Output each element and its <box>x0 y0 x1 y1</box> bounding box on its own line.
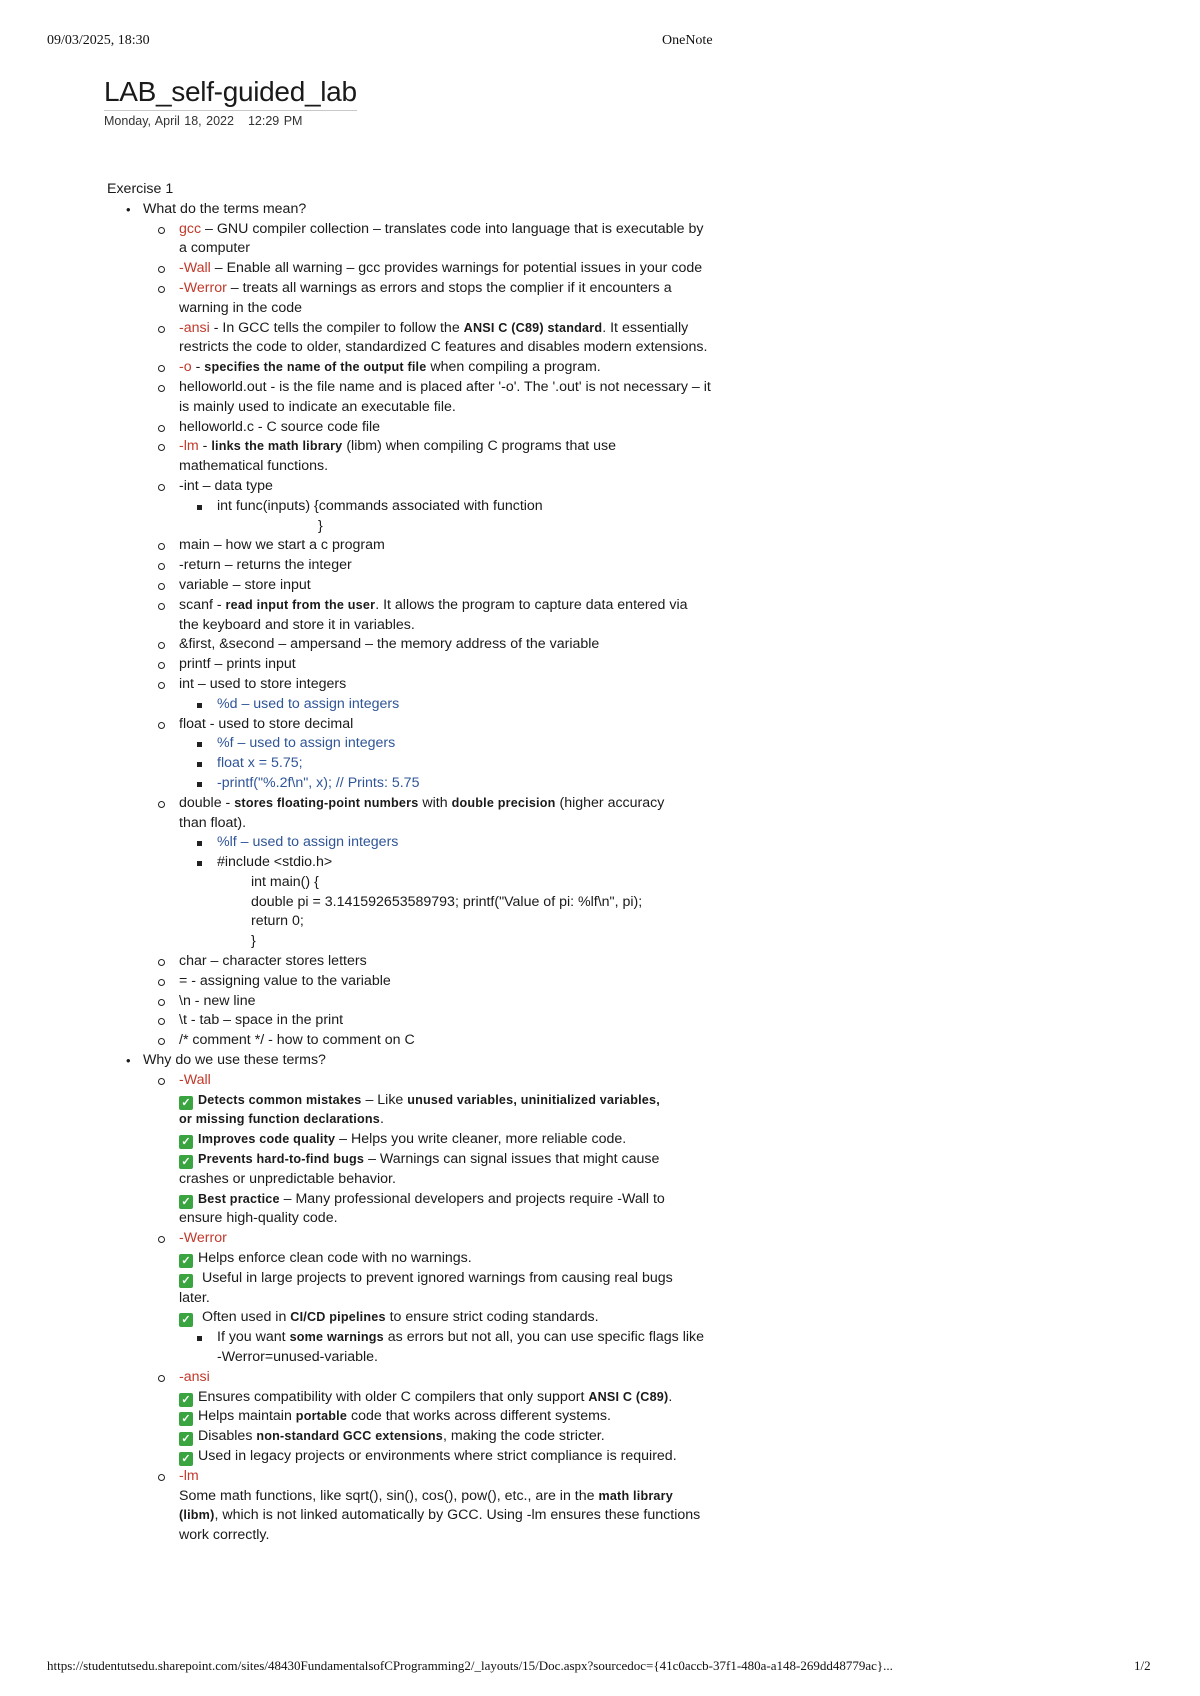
text-run: than float). <box>179 814 247 831</box>
note-line <box>0 457 1200 477</box>
text-run: -ansi <box>179 1368 210 1385</box>
check-mark-icon: ✓ <box>179 1096 193 1110</box>
note-line <box>0 180 1200 200</box>
circle-bullet-icon <box>158 425 165 432</box>
note-line <box>0 418 1200 438</box>
text-run: stores floating-point numbers <box>234 795 419 810</box>
text-run: Helps maintain <box>198 1408 296 1425</box>
circle-bullet-icon <box>158 1474 165 1481</box>
note-line <box>0 477 1200 497</box>
note-line <box>0 220 1200 240</box>
text-run: int – used to store integers <box>179 675 347 692</box>
note-line <box>0 437 1200 457</box>
text-run: %f – used to assign integers <box>217 735 396 752</box>
text-run: - In GCC tells the compiler to follow the <box>209 319 464 336</box>
text-run: when compiling a program. <box>426 359 601 376</box>
text-run: %d – used to assign integers <box>217 695 400 712</box>
circle-bullet-icon <box>158 227 165 234</box>
text-run: -lm <box>179 438 199 455</box>
text-run: -Wall <box>179 260 211 277</box>
note-line <box>0 319 1200 339</box>
square-bullet-icon <box>197 505 202 510</box>
circle-bullet-icon <box>158 543 165 550</box>
note-line <box>0 635 1200 655</box>
text-run: double pi = 3.141592653589793; printf("Value of pi: %lf\n", pi); <box>251 893 643 910</box>
note-line <box>0 1407 1200 1427</box>
text-run: work correctly. <box>179 1527 270 1544</box>
text-run: . It allows the program to capture data entered via <box>375 596 688 613</box>
text-run: \t - tab – space in the print <box>179 1012 344 1029</box>
circle-bullet-icon <box>158 1018 165 1025</box>
text-run: later. <box>179 1289 210 1306</box>
square-bullet-icon <box>197 742 202 747</box>
text-run: is mainly used to indicate an executable file. <box>179 398 456 415</box>
note-line <box>0 1289 1200 1309</box>
text-run: some warnings <box>289 1330 384 1345</box>
text-run: -Werror=unused-variable. <box>217 1349 378 1366</box>
text-run: Useful in large projects to prevent ignored warnings from causing real bugs <box>198 1269 673 1286</box>
page-title: LAB_self-guided_lab <box>104 76 357 111</box>
circle-bullet-icon <box>158 801 165 808</box>
circle-bullet-icon <box>158 642 165 649</box>
bullet-icon: • <box>126 201 131 217</box>
text-run: Improves code quality <box>198 1132 336 1147</box>
text-run: the keyboard and store it in variables. <box>179 616 415 633</box>
text-run: main – how we start a c program <box>179 537 385 554</box>
circle-bullet-icon <box>158 999 165 1006</box>
note-line <box>0 1110 1200 1130</box>
text-run: - <box>198 438 212 455</box>
text-run: – Like <box>361 1091 408 1108</box>
note-line <box>0 873 1200 893</box>
text-run: – GNU compiler collection – translates code into language that is executable by <box>201 220 704 237</box>
text-run: -int – data type <box>179 477 273 494</box>
note-line <box>0 675 1200 695</box>
text-run: , which is not linked automatically by GCC. Using -lm ensures these functions <box>214 1507 701 1524</box>
note-line <box>0 1388 1200 1408</box>
note-line <box>0 1051 1200 1071</box>
text-run: -Werror <box>179 279 227 296</box>
text-run: – Enable all warning – gcc provides warnings for potential issues in your code <box>210 260 703 277</box>
note-line <box>0 1328 1200 1348</box>
square-bullet-icon <box>197 782 202 787</box>
check-mark-icon: ✓ <box>179 1432 193 1446</box>
text-run: Helps enforce clean code with no warnings. <box>198 1250 472 1267</box>
text-run: -printf("%.2f\n", x); // Prints: 5.75 <box>217 774 420 791</box>
square-bullet-icon <box>197 841 202 846</box>
text-run: return 0; <box>251 913 304 930</box>
print-header-datetime: 09/03/2025, 18:30 <box>47 33 150 48</box>
note-line <box>0 695 1200 715</box>
print-header-app: OneNote <box>662 33 713 48</box>
circle-bullet-icon <box>158 603 165 610</box>
note-line <box>0 1229 1200 1249</box>
text-run: Best practice <box>198 1191 280 1206</box>
text-run: &first, &second – ampersand – the memory address of the variable <box>179 636 600 653</box>
text-run: helloworld.out - is the file name and is placed after '-o'. The '.out' is not necessary – it <box>179 378 711 395</box>
note-line <box>0 992 1200 1012</box>
note-line <box>0 833 1200 853</box>
check-mark-icon: ✓ <box>179 1274 193 1288</box>
note-line <box>0 1348 1200 1368</box>
circle-bullet-icon <box>158 1236 165 1243</box>
note-line <box>0 1447 1200 1467</box>
note-line <box>0 1170 1200 1190</box>
note-line <box>0 1308 1200 1328</box>
square-bullet-icon <box>197 703 202 708</box>
circle-bullet-icon <box>158 563 165 570</box>
circle-bullet-icon <box>158 1078 165 1085</box>
text-run: } <box>318 517 323 534</box>
text-run: . <box>379 1111 384 1128</box>
text-run: variable – store input <box>179 576 311 593</box>
note-line <box>0 1269 1200 1289</box>
text-run: – Many professional developers and projects require -Wall to <box>279 1190 665 1207</box>
text-run: CI/CD pipelines <box>290 1310 386 1325</box>
note-line <box>0 1130 1200 1150</box>
circle-bullet-icon <box>158 662 165 669</box>
page-date-line <box>104 114 302 128</box>
text-run: warning in the code <box>179 299 303 316</box>
note-line <box>0 853 1200 873</box>
text-run: – treats all warnings as errors and stops the complier if it encounters a <box>226 279 672 296</box>
text-run: -Wall <box>179 1071 211 1088</box>
circle-bullet-icon <box>158 286 165 293</box>
check-mark-icon: ✓ <box>179 1155 193 1169</box>
note-line <box>0 932 1200 952</box>
note-line <box>0 536 1200 556</box>
text-run: read input from the user <box>225 597 376 612</box>
text-run: -return – returns the integer <box>179 557 352 574</box>
text-run: scanf - <box>179 596 226 613</box>
text-run: Prevents hard-to-find bugs <box>198 1152 365 1167</box>
text-run: %lf – used to assign integers <box>217 834 399 851</box>
page-time: 12:29 PM <box>247 114 303 128</box>
note-content <box>0 180 1200 1546</box>
text-run: float - used to store decimal <box>179 715 354 732</box>
note-line <box>0 1526 1200 1546</box>
text-run: -o <box>179 359 192 376</box>
text-run: links the math library <box>211 439 343 454</box>
text-run: /* comment */ - how to comment on C <box>179 1032 415 1049</box>
text-run: specifies the name of the output file <box>204 360 427 375</box>
circle-bullet-icon <box>158 266 165 273</box>
note-line <box>0 774 1200 794</box>
check-mark-icon: ✓ <box>179 1393 193 1407</box>
text-run: -Werror <box>179 1230 227 1247</box>
text-run: float x = 5.75; <box>217 755 303 772</box>
circle-bullet-icon <box>158 682 165 689</box>
text-run: helloworld.c - C source code file <box>179 418 381 435</box>
text-run: \n - new line <box>179 992 256 1009</box>
note-line <box>0 754 1200 774</box>
text-run: or missing function declarations <box>179 1112 380 1127</box>
text-run: ensure high-quality code. <box>179 1210 338 1227</box>
text-run: Ensures compatibility with older C compilers that only support <box>198 1388 589 1405</box>
text-run: char – character stores letters <box>179 953 367 970</box>
text-run: – Helps you write cleaner, more reliable code. <box>335 1131 627 1148</box>
circle-bullet-icon <box>158 979 165 986</box>
note-line <box>0 378 1200 398</box>
note-line <box>0 556 1200 576</box>
text-run: non-standard GCC extensions <box>256 1429 443 1444</box>
square-bullet-icon <box>197 1336 202 1341</box>
text-run: with <box>418 794 452 811</box>
circle-bullet-icon <box>158 444 165 451</box>
note-line <box>0 1091 1200 1111</box>
text-run: Disables <box>198 1428 257 1445</box>
text-run: unused variables, uninitialized variables, <box>407 1092 660 1107</box>
circle-bullet-icon <box>158 1038 165 1045</box>
text-run: double precision <box>451 795 556 810</box>
note-line <box>0 715 1200 735</box>
text-run: . It essentially <box>602 319 689 336</box>
text-run: Used in legacy projects or environments where strict compliance is required. <box>198 1448 677 1464</box>
text-run: double - <box>179 794 235 811</box>
text-run: . <box>668 1388 673 1405</box>
note-line <box>0 794 1200 814</box>
check-mark-icon: ✓ <box>179 1195 193 1209</box>
note-line <box>0 279 1200 299</box>
square-bullet-icon <box>197 762 202 767</box>
text-run: ANSI C (C89) <box>588 1389 669 1404</box>
note-line <box>0 1249 1200 1269</box>
circle-bullet-icon <box>158 484 165 491</box>
text-run: If you want <box>217 1329 290 1346</box>
note-line <box>0 338 1200 358</box>
note-line <box>0 1209 1200 1229</box>
circle-bullet-icon <box>158 385 165 392</box>
text-run: mathematical functions. <box>179 458 329 475</box>
note-line <box>0 517 1200 537</box>
text-run: , making the code stricter. <box>443 1428 605 1445</box>
circle-bullet-icon <box>158 959 165 966</box>
text-run: Exercise 1 <box>107 181 174 197</box>
text-run: Why do we use these terms? <box>143 1052 326 1069</box>
text-run: int main() { <box>251 873 319 890</box>
note-line <box>0 734 1200 754</box>
check-mark-icon: ✓ <box>179 1452 193 1466</box>
text-run: What do the terms mean? <box>143 200 307 217</box>
note-line <box>0 1031 1200 1051</box>
circle-bullet-icon <box>158 1375 165 1382</box>
note-line <box>0 358 1200 378</box>
note-line <box>0 398 1200 418</box>
page-date: Monday, April 18, 2022 <box>104 114 234 128</box>
note-line <box>0 497 1200 517</box>
text-run: -lm <box>179 1467 199 1484</box>
text-run: Some math functions, like sqrt(), sin(), cos(), pow(), etc., are in the <box>179 1487 599 1504</box>
text-run: printf – prints input <box>179 656 296 673</box>
note-line <box>0 1011 1200 1031</box>
text-run: = - assigning value to the variable <box>179 972 391 989</box>
note-line <box>0 576 1200 596</box>
note-line <box>0 596 1200 616</box>
text-run: math library <box>598 1488 673 1503</box>
bullet-icon: • <box>126 1053 131 1069</box>
note-line <box>0 259 1200 279</box>
text-run: (libm) <box>179 1508 215 1523</box>
check-mark-icon: ✓ <box>179 1254 193 1268</box>
note-line <box>0 1506 1200 1526</box>
text-run: (libm) when compiling C programs that use <box>342 438 616 455</box>
text-run: restricts the code to older, standardized C features and disables modern extensions. <box>179 339 708 356</box>
text-run: (higher accuracy <box>555 794 665 811</box>
text-run: - <box>191 359 205 376</box>
circle-bullet-icon <box>158 583 165 590</box>
note-line <box>0 655 1200 675</box>
note-line <box>0 912 1200 932</box>
text-run: int func(inputs) {commands associated with function <box>217 497 543 514</box>
square-bullet-icon <box>197 861 202 866</box>
text-run: – Warnings can signal issues that might cause <box>364 1151 660 1168</box>
text-run: ANSI C (C89) standard <box>463 320 603 335</box>
text-run: code that works across different systems. <box>347 1408 611 1425</box>
text-run: #include <stdio.h> <box>217 854 333 871</box>
note-line <box>0 1467 1200 1487</box>
note-line <box>0 952 1200 972</box>
text-run: Detects common mistakes <box>198 1092 362 1107</box>
text-run: as errors but not all, you can use specific flags like <box>383 1329 705 1346</box>
note-line <box>0 239 1200 259</box>
note-line <box>0 1427 1200 1447</box>
note-line <box>0 1190 1200 1210</box>
check-mark-icon: ✓ <box>179 1135 193 1149</box>
circle-bullet-icon <box>158 722 165 729</box>
circle-bullet-icon <box>158 365 165 372</box>
check-mark-icon: ✓ <box>179 1412 193 1426</box>
circle-bullet-icon <box>158 326 165 333</box>
note-line <box>0 972 1200 992</box>
note-line <box>0 1487 1200 1507</box>
print-footer-page: 1/2 <box>1134 1658 1151 1673</box>
text-run: crashes or unpredictable behavior. <box>179 1170 396 1187</box>
text-run: } <box>251 933 256 950</box>
text-run: a computer <box>179 240 250 257</box>
text-run: Often used in <box>198 1309 291 1326</box>
note-line <box>0 299 1200 319</box>
text-run: -ansi <box>179 319 210 336</box>
note-line <box>0 1071 1200 1091</box>
note-line <box>0 893 1200 913</box>
text-run: gcc <box>179 220 202 237</box>
text-run: portable <box>295 1409 348 1424</box>
print-footer-url: https://studentutsedu.sharepoint.com/sites/48430FundamentalsofCProgramming2/_layouts/15/Doc.aspx?sourcedoc={41c0accb-37f1-480a-a148-269dd48779ac}... <box>47 1658 893 1673</box>
note-line <box>0 616 1200 636</box>
check-mark-icon: ✓ <box>179 1313 193 1327</box>
note-line <box>0 1368 1200 1388</box>
note-line <box>0 1150 1200 1170</box>
note-line <box>0 814 1200 834</box>
text-run: to ensure strict coding standards. <box>385 1309 599 1326</box>
note-line <box>0 200 1200 220</box>
